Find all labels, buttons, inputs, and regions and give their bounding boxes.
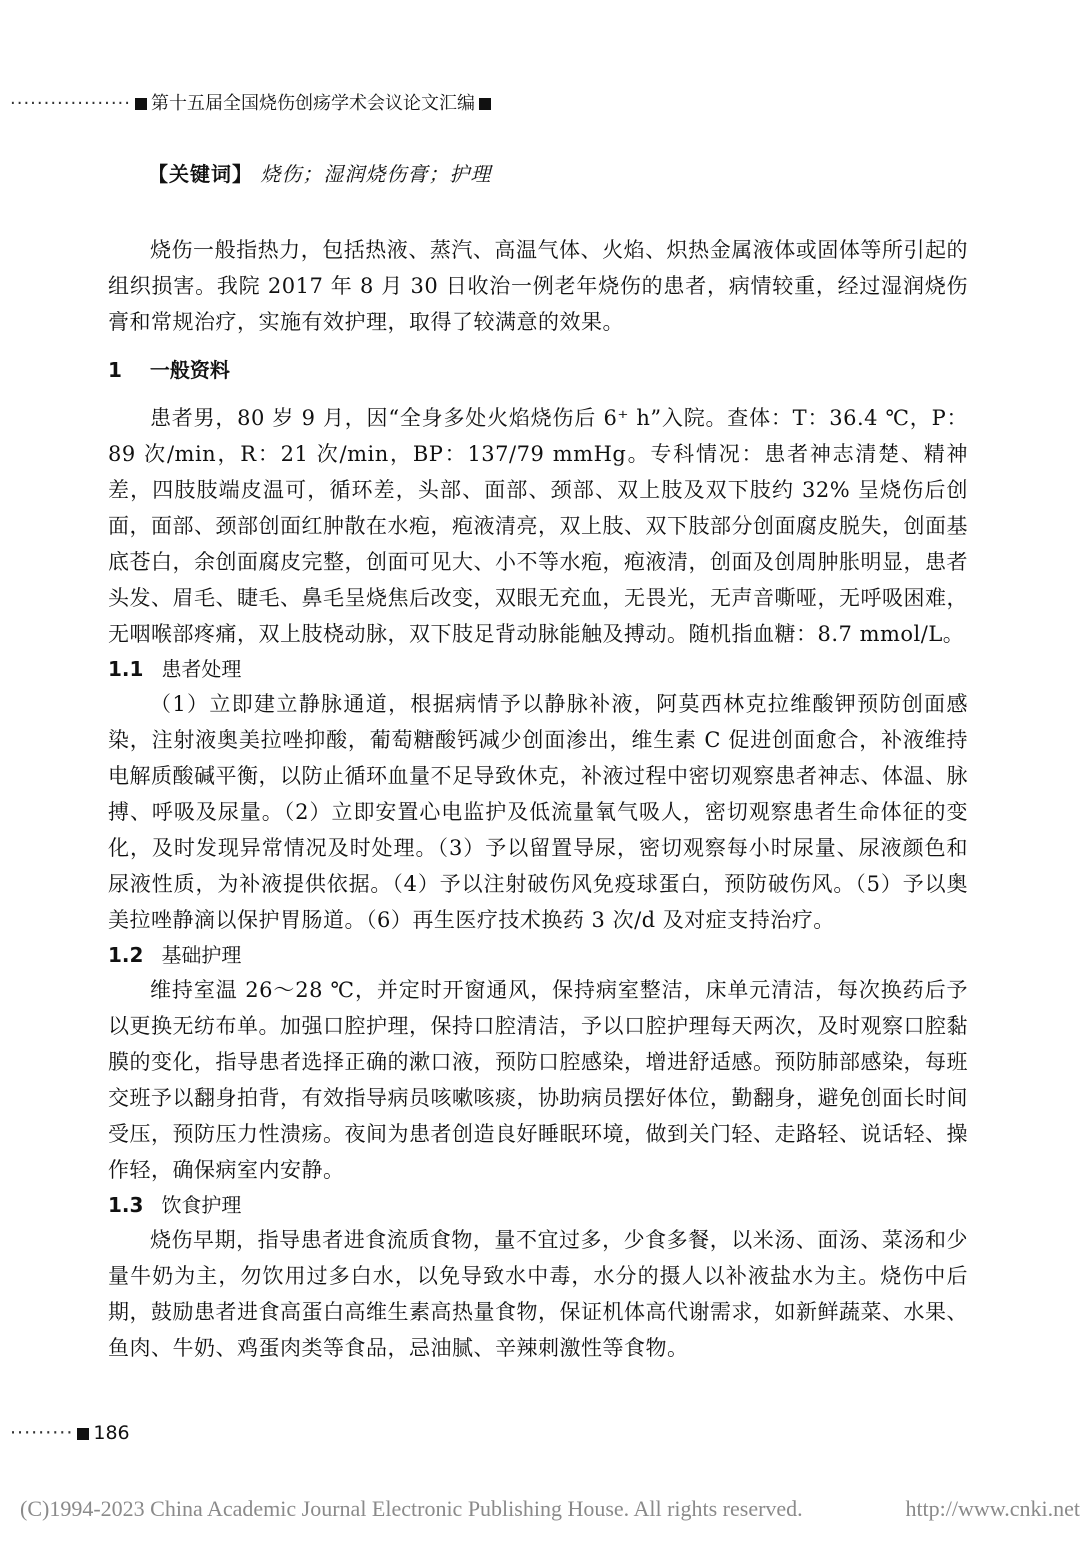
- subsection-paragraph: （1）立即建立静脉通道，根据病情予以静脉补液，阿莫西林克拉维酸钾预防创面感染，注射液奥美拉唑抑酸，葡萄糖酸钙减少创面渗出，维生素 C 促进创面愈合，补液维持电解质酸碱平衡，以防止循环血量不足导致休克，补液过程中密切观察患者神志、体温、脉搏、呼吸及尿量。（2）立即安置心电监护及低流量氧气吸人，密切观察患者生命体征的变化，及时发现异常情况及时处理。（3）予以留置导尿，密切观察每小时尿量、尿液颜色和尿液性质，为补液提供依据。（4）予以注射破伤风免疫球蛋白，预防破伤风。（5）予以奥美拉唑静滴以保护胃肠道。（6）再生医疗技术换药 3 次/d 及对症支持治疗。: [108, 692, 968, 932]
- subsection-title: 基础护理: [161, 943, 242, 967]
- subsection-paragraph: 烧伤早期，指导患者进食流质食物，量不宜过多，少食多餐，以米汤、面汤、菜汤和少量牛奶为主，勿饮用过多白水，以免导致水中毒，水分的摄人以补液盐水为主。烧伤中后期，鼓励患者进食高蛋白高维生素高热量食物，保证机体高代谢需求，如新鲜蔬菜、水果、鱼肉、牛奶、鸡蛋肉类等食品，忌油腻、辛辣刺激性等食物。: [108, 1228, 968, 1360]
- copyright-url: http://www.cnki.net: [905, 1496, 1080, 1521]
- subsection-title: 饮食护理: [161, 1193, 242, 1217]
- page-number: 186: [93, 1422, 130, 1444]
- running-footer: [10, 1420, 130, 1446]
- subsection-heading: [108, 1188, 968, 1222]
- subsection-heading: [108, 938, 968, 972]
- running-header: [10, 92, 495, 116]
- keywords-label: 【关键词】: [148, 162, 253, 186]
- section-title: 一般资料: [149, 358, 230, 382]
- subsection-number: 1.3: [108, 1193, 144, 1217]
- section-heading: [108, 352, 968, 388]
- subsection-paragraph: 维持室温 26～28 ℃，并定时开窗通风，保持病室整洁，床单元清洁，每次换药后予以更换无纺布单。加强口腔护理，保持口腔清洁，予以口腔护理每天两次，及时观察口腔黏膜的变化，指导患者选择正确的漱口液，预防口腔感染，增进舒适感。预防肺部感染，每班交班予以翻身拍背，有效指导病员咳嗽咳痰，协助病员摆好体位，勤翻身，避免创面长时间受压，预防压力性溃疡。夜间为患者创造良好睡眠环境，做到关门轻、走路轻、说话轻、操作轻，确保病室内安静。: [108, 978, 968, 1182]
- intro-paragraph: 烧伤一般指热力，包括热液、蒸汽、高温气体、火焰、炽热金属液体或固体等所引起的组织损害。我院 2017 年 8 月 30 日收治一例老年烧伤的患者，病情较重，经过湿润烧伤膏和常规治疗，实施有效护理，取得了较满意的效果。: [108, 238, 968, 334]
- header-dots: ··················: [10, 93, 131, 114]
- keywords: [108, 156, 968, 192]
- subsection-number: 1.1: [108, 657, 144, 681]
- footer-dots: ·········: [10, 1422, 74, 1444]
- section-paragraph: 患者男，80 岁 9 月，因“全身多处火焰烧伤后 6⁺ h”入院。查体：T：36.4 ℃，P：89 次/min，R：21 次/min，BP：137/79 mmHg。专科情况：患者神志清楚、精神差，四肢肢端皮温可，循环差，头部、面部、颈部、双上肢及双下肢约 32% 呈烧伤后创面，面部、颈部创面红肿散在水疱，疱液清亮，双上肢、双下肢部分创面腐皮脱失，创面基底苍白，余创面腐皮完整，创面可见大、小不等水疱，疱液清，创面及创周肿胀明显，患者头发、眉毛、睫毛、鼻毛呈烧焦后改变，双眼无充血，无畏光，无声音嘶哑，无呼吸困难，无咽喉部疼痛，双上肢桡动脉，双下肢足背动脉能触及搏动。随机指血糖：8.7 mmol/L。: [108, 406, 968, 646]
- header-title: 第十五届全国烧伤创疡学术会议论文汇编: [151, 93, 475, 114]
- article-body: [108, 156, 968, 1366]
- section-number: 1: [108, 358, 122, 382]
- subsection-title: 患者处理: [161, 657, 242, 681]
- subsection-number: 1.2: [108, 943, 144, 967]
- square-bullet-icon: [135, 98, 147, 110]
- copyright-line: [20, 1496, 1080, 1522]
- subsection-heading: [108, 652, 968, 686]
- square-bullet-icon: [479, 98, 491, 110]
- square-bullet-icon: [77, 1428, 89, 1440]
- copyright-notice: (C)1994-2023 China Academic Journal Electronic Publishing House. All rights reserved.: [20, 1496, 803, 1521]
- keywords-text: 烧伤；湿润烧伤膏；护理: [260, 162, 492, 186]
